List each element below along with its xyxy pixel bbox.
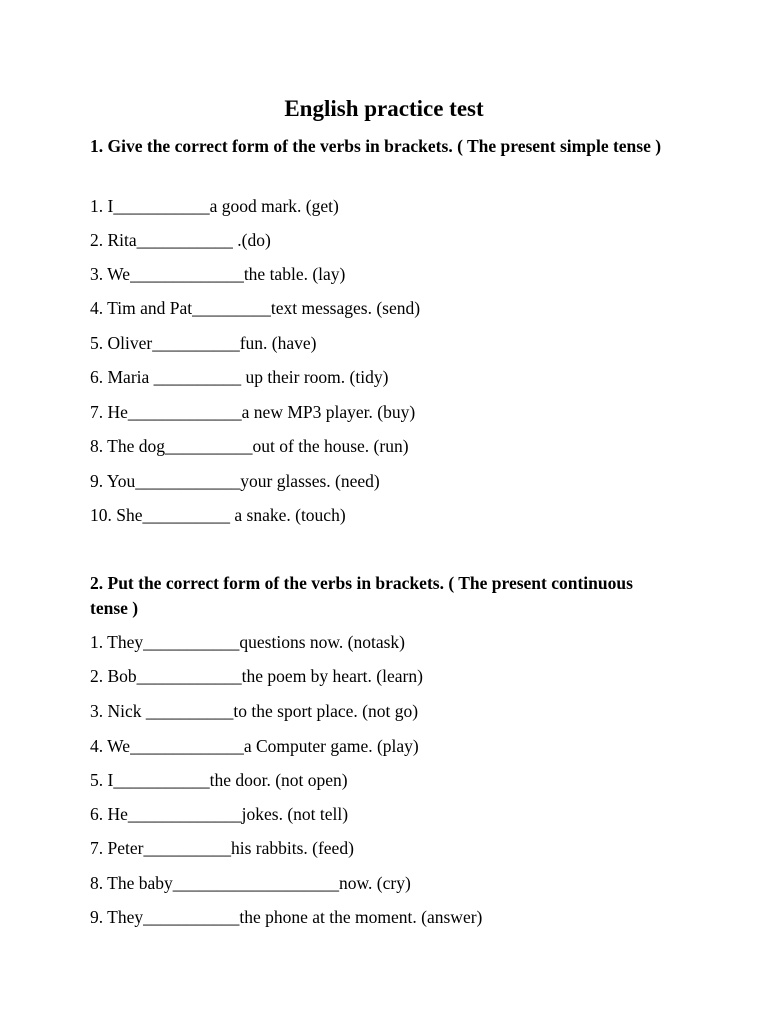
section1-question-9: 9. You____________your glasses. (need) xyxy=(90,471,380,491)
section2-question-2: 2. Bob____________the poem by heart. (learn) xyxy=(90,666,423,686)
section2-question-7: 7. Peter__________his rabbits. (feed) xyxy=(90,838,354,858)
section2-question-3: 3. Nick __________to the sport place. (not go) xyxy=(90,701,419,721)
section2-question-8: 8. The baby___________________now. (cry) xyxy=(90,873,411,893)
section1-question-10: 10. She__________ a snake. (touch) xyxy=(90,505,346,525)
section2-question-1: 1. They___________questions now. (notask) xyxy=(90,632,405,652)
section1-instruction: 1. Give the correct form of the verbs in brackets. ( The present simple tense ) xyxy=(90,136,662,156)
section1-question-5: 5. Oliver__________fun. (have) xyxy=(90,333,317,353)
section1-question-3: 3. We_____________the table. (lay) xyxy=(90,264,346,284)
section1-question-6: 6. Maria __________ up their room. (tidy) xyxy=(90,367,389,387)
section2-question-5: 5. I___________the door. (not open) xyxy=(90,770,348,790)
page-title: English practice test xyxy=(284,96,484,121)
section1-question-4: 4. Tim and Pat_________text messages. (send) xyxy=(90,298,421,318)
section2-question-9: 9. They___________the phone at the moment. (answer) xyxy=(90,907,483,927)
section1-question-7: 7. He_____________a new MP3 player. (buy) xyxy=(90,402,416,422)
section2-instruction: 2. Put the correct form of the verbs in brackets. ( The present continuous tense ) xyxy=(90,573,633,618)
section1-question-1: 1. I___________a good mark. (get) xyxy=(90,196,339,216)
section2-question-4: 4. We_____________a Computer game. (play) xyxy=(90,736,419,756)
section1-question-8: 8. The dog__________out of the house. (run) xyxy=(90,436,409,456)
section1-question-2: 2. Rita___________ .(do) xyxy=(90,230,271,250)
section2-question-6: 6. He_____________jokes. (not tell) xyxy=(90,804,349,824)
